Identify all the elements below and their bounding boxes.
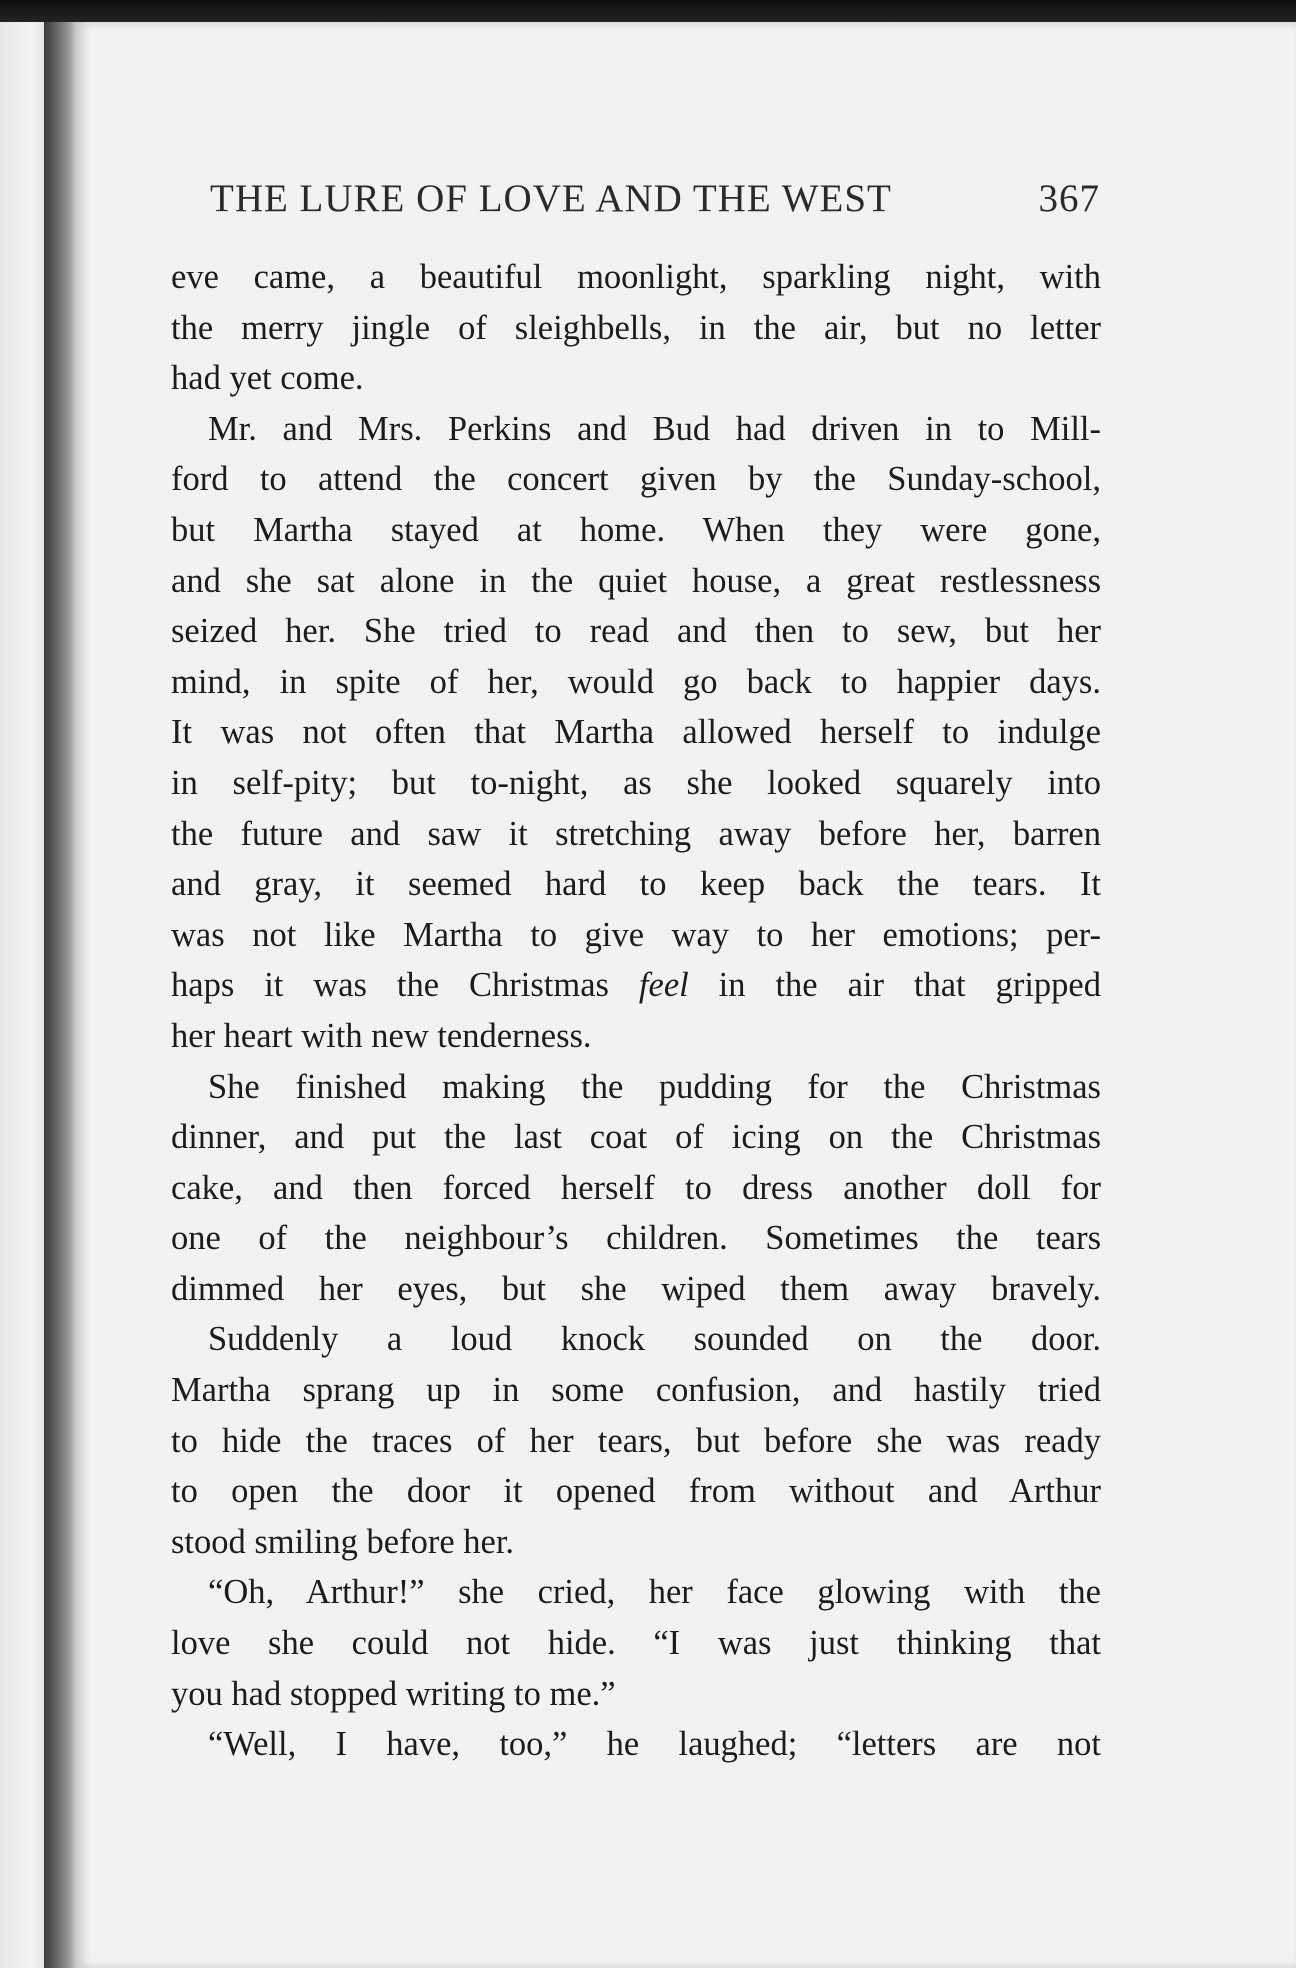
text-line: eve came, a beautiful moonlight, sparkling night, with: [171, 258, 1101, 296]
text-line: seized her. She tried to read and then to sew, but her: [171, 612, 1101, 651]
text-line: but Martha stayed at home. When they were gone,: [171, 510, 1101, 549]
running-title: THE LURE OF LOVE AND THE WEST: [210, 177, 892, 220]
text-line: one of the neighbour’s children. Sometimes the tears: [171, 1219, 1101, 1258]
text-line: It was not often that Martha allowed herself to indulge: [171, 713, 1101, 752]
text-line: cake, and then forced herself to dress another doll for: [171, 1168, 1101, 1207]
text-line: you had stopped writing to me.”: [171, 1674, 616, 1713]
text-line: love she could not hide. “I was just thinking that: [171, 1624, 1101, 1663]
text-line: had yet come.: [171, 359, 364, 398]
text-line: to hide the traces of her tears, but before she was ready: [171, 1421, 1101, 1460]
body-text: [171, 252, 1101, 1770]
book-gutter: [44, 22, 78, 1968]
page-number: 367: [1038, 177, 1100, 220]
text-line: ford to attend the concert given by the Sunday-school,: [171, 460, 1101, 499]
text-line: Martha sprang up in some confusion, and hastily tried: [171, 1371, 1101, 1410]
text-line: dinner, and put the last coat of icing on the Christmas: [171, 1118, 1101, 1157]
text-line: Suddenly a loud knock sounded on the door.: [208, 1320, 1101, 1359]
text-line: the future and saw it stretching away before her, barren: [171, 814, 1101, 853]
text-line: dimmed her eyes, but she wiped them away bravely.: [171, 1269, 1101, 1308]
text-segment: in the air that gripped: [688, 966, 1101, 1005]
text-line: Mr. and Mrs. Perkins and Bud had driven in to Mill-: [208, 409, 1101, 448]
text-line: in self-pity; but to-night, as she looked squarely into: [171, 763, 1101, 802]
text-line: to open the door it opened from without and Arthur: [171, 1472, 1101, 1511]
text-line: She finished making the pudding for the Christmas: [208, 1067, 1101, 1106]
text-segment: haps it was the Christmas: [171, 966, 639, 1005]
text-line: the merry jingle of sleighbells, in the air, but no letter: [171, 308, 1101, 347]
text-line: stood smiling before her.: [171, 1522, 515, 1561]
text-line: her heart with new tenderness.: [171, 1016, 592, 1055]
text-line: [171, 960, 1101, 1011]
text-line: “Well, I have, too,” he laughed; “letters are not: [208, 1725, 1101, 1764]
italic-word: feel: [638, 966, 689, 1005]
text-line: mind, in spite of her, would go back to happier days.: [171, 662, 1101, 701]
text-line: and she sat alone in the quiet house, a great restlessness: [171, 561, 1101, 600]
text-line: “Oh, Arthur!” she cried, her face glowing with the: [208, 1573, 1101, 1612]
text-line: and gray, it seemed hard to keep back the tears. It: [171, 865, 1101, 904]
page-header: [170, 176, 1100, 232]
text-line: was not like Martha to give way to her emotions; per-: [171, 915, 1101, 954]
